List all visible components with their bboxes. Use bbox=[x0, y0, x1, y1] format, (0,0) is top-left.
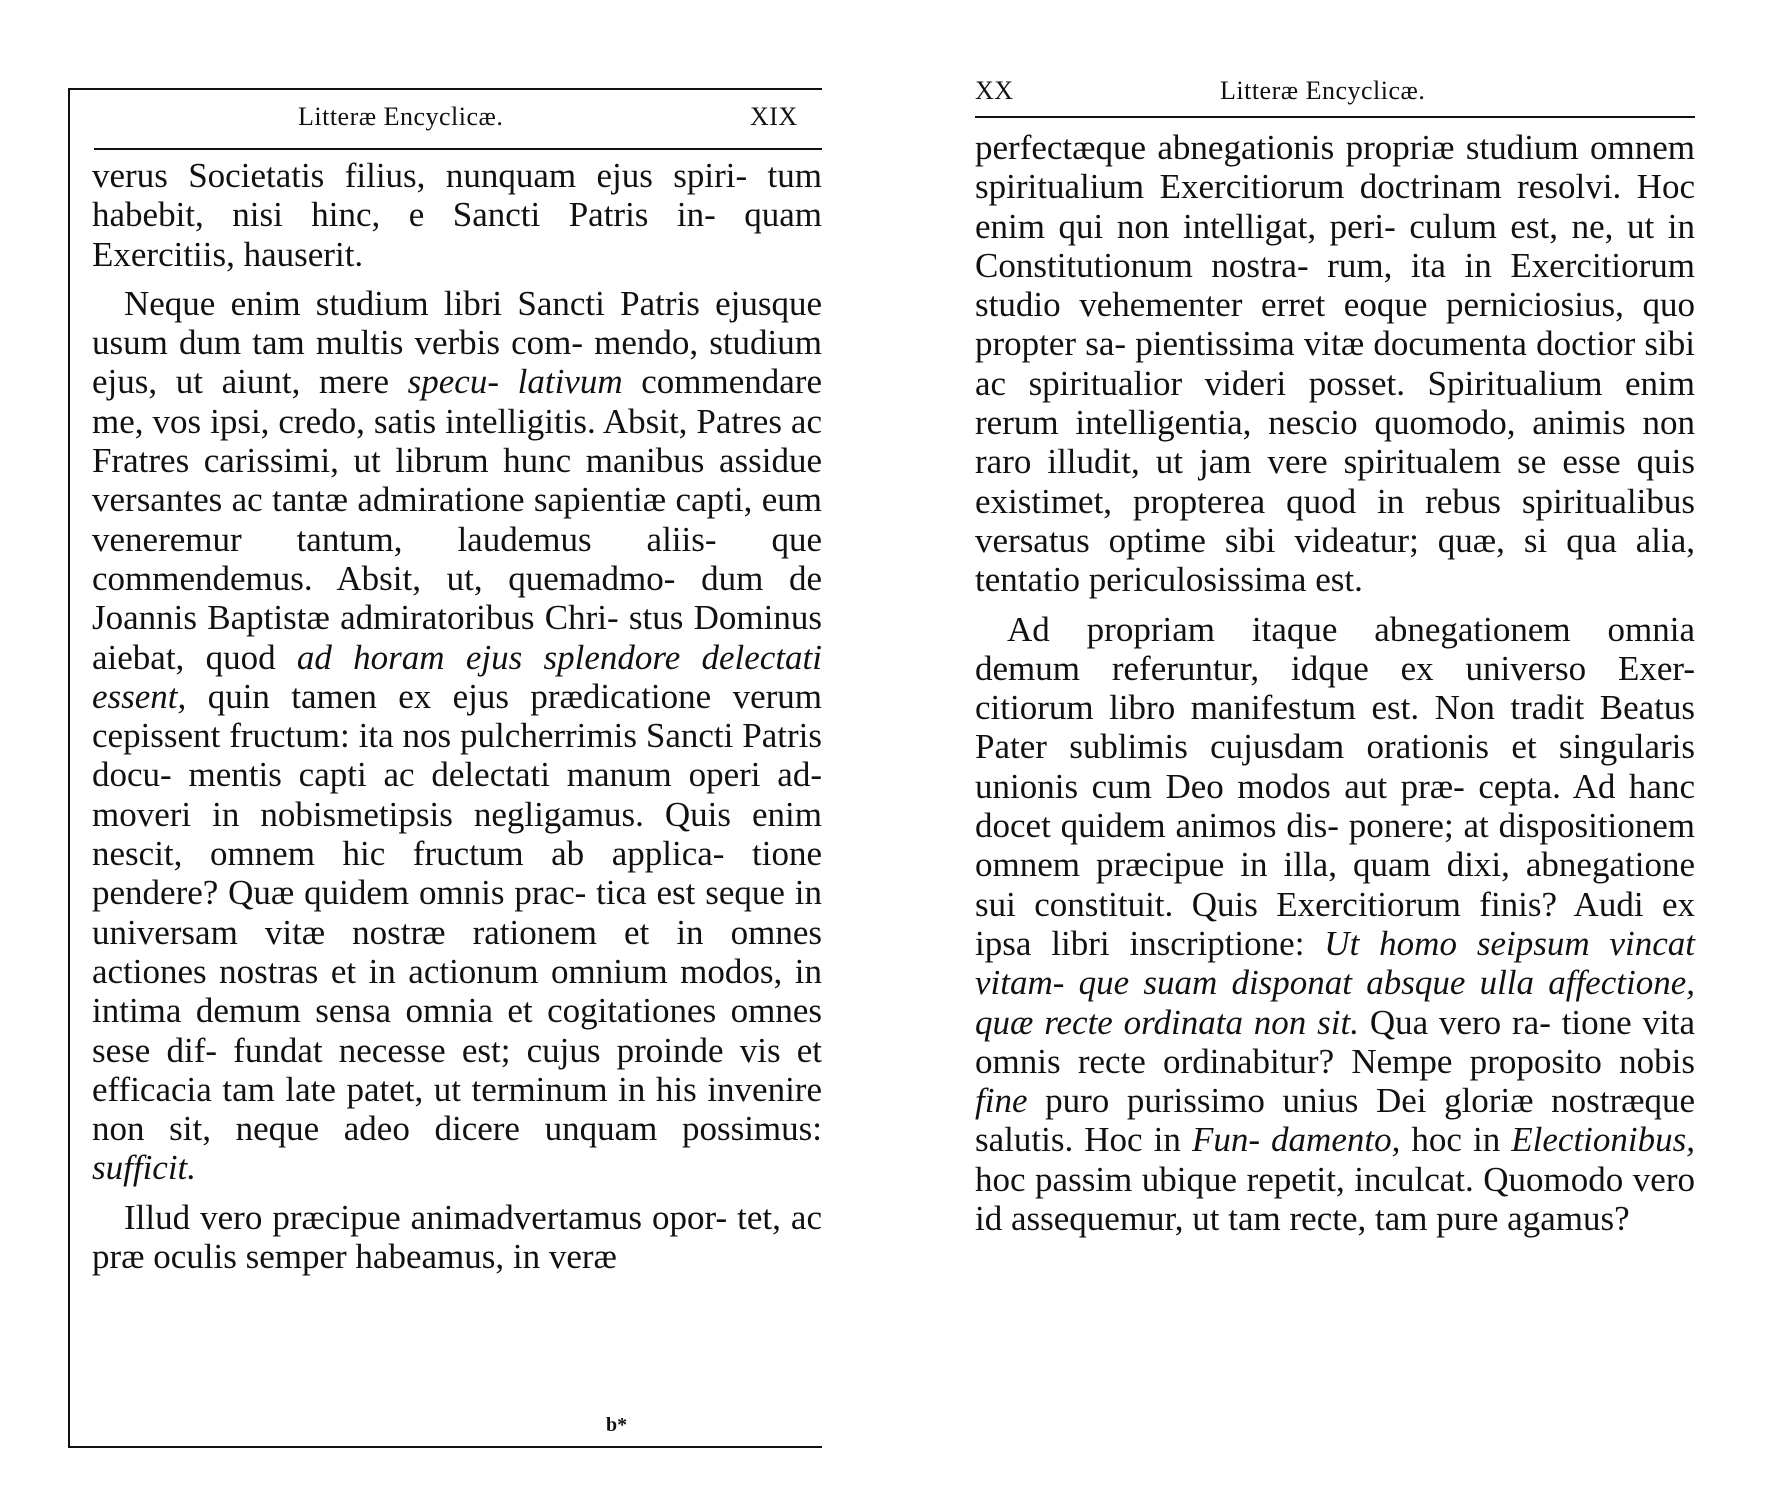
text-run: perfectæque abnegationis propriæ studium omnem spiritualium Exercitiorum doctrinam resolvi. Hoc enim qui non intelligat, peri- culum est, ne, ut in Constitutionum nostra- rum, ita in Exercitiorum studio vehementer erret eoque perniciosius, quo propter sa- pientissima vitæ documenta doctior sibi ac spiritualior videri posset. Spiritualium enim rerum intelligentia, nescio quomodo, animis non raro illudit, ut jam vere spiritualem se esse quis existimet, propterea quod in rebus spiritualibus versatus optime sibi videatur; quæ, si qua alia, tentatio periculosissima est. bbox=[975, 128, 1695, 600]
text-run: hoc passim ubique repetit, inculcat. Quomodo vero id assequemur, ut tam recte, tam pure agamus? bbox=[975, 1159, 1695, 1239]
paragraph bbox=[92, 1198, 822, 1277]
text-run: Ad propriam itaque abnegationem omnia demum referuntur, idque ex universo Exer- citiorum libro manifestum est. Non tradit Beatus Pater sublimis cujusdam orationis et singularis unionis cum Deo modos aut præ- cepta. Ad hanc docet quidem animos dis- ponere; at dispositionem omnem præcipue in illa, quam dixi, abnegatione sui constituit. Quis Exercitiorum finis? Audi ex ipsa libri inscriptione: bbox=[975, 609, 1695, 963]
page-frame-top bbox=[68, 88, 822, 90]
paragraph bbox=[92, 156, 822, 274]
body-text bbox=[92, 156, 822, 1276]
page-frame-bottom bbox=[68, 1446, 822, 1448]
page-number: XX bbox=[975, 76, 1014, 105]
paragraph bbox=[975, 128, 1695, 600]
text-run: quin tamen ex ejus prædicatione verum cepissent fructum: ita nos pulcherrimis Sancti Patris docu- mentis capti ac delectati manum operi ad- moveri in nobismetipsis negligamus. Quis enim nescit, omnem hic fructum ab applica- tione pendere? Quæ quidem omnis prac- tica est seque in universam vitæ nostræ rationem et in omnes actiones nostras et in actionum omnium modos, in intima demum sensa omnia et cogitationes omnes sese dif- fundat necesse est; cujus proinde vis et efficacia tam late patet, ut terminum in his invenire non sit, neque adeo dicere unquam possimus: bbox=[92, 676, 822, 1149]
italic-run: sufficit. bbox=[92, 1148, 197, 1188]
italic-run: specu- lativum bbox=[407, 362, 623, 402]
header-rule bbox=[975, 116, 1695, 118]
left-page bbox=[68, 88, 822, 1448]
running-title: Litteræ Encyclicæ. bbox=[298, 102, 504, 131]
text-run: Illud vero præcipue animadvertamus opor- tet, ac præ oculis semper habeamus, in veræ bbox=[92, 1197, 822, 1277]
text-run: verus Societatis filius, nunquam ejus spiri- tum habebit, nisi hinc, e Sancti Patris in- quam Exercitiis, hauserit. bbox=[92, 156, 822, 274]
text-run: commendare me, vos ipsi, credo, satis intelligitis. Absit, Patres ac Fratres carissimi, ut librum hunc manibus assidue versantes ac tantæ admiratione sapientiæ capti, eum veneremur tantum, laudemus aliis- que commendemus. Absit, ut, quemadmo- dum de Joannis Baptistæ admiratoribus Chri- stus Dominus aiebat, quod bbox=[92, 362, 822, 677]
header-rule bbox=[94, 148, 822, 150]
italic-run: fine bbox=[975, 1081, 1028, 1121]
italic-run: ad horam ejus splendore delectati essent, bbox=[92, 637, 823, 716]
text-run: Neque enim studium libri Sancti Patris ejusque usum dum tam multis verbis com- mendo, studium ejus, ut aiunt, mere bbox=[92, 283, 822, 402]
text-run: puro purissimo unius Dei gloriæ nostræque salutis. Hoc in bbox=[975, 1081, 1695, 1160]
text-run: hoc in bbox=[1400, 1120, 1512, 1160]
body-text bbox=[975, 128, 1695, 1238]
paragraph bbox=[975, 610, 1695, 1239]
page-number: XIX bbox=[750, 102, 798, 131]
signature-mark: b* bbox=[606, 1414, 628, 1436]
italic-run: Electionibus, bbox=[1511, 1120, 1695, 1160]
italic-run: Fun- damento, bbox=[1191, 1120, 1401, 1160]
right-page bbox=[975, 76, 1695, 1388]
text-run: Qua vero ra- tione vita omnis recte ordinabitur? Nempe proposito nobis bbox=[975, 1002, 1695, 1081]
paragraph bbox=[92, 284, 822, 1188]
italic-run: Ut homo seipsum vincat vitam- que suam disponat absque ulla affectione, quæ recte ordinata non sit. bbox=[975, 923, 1695, 1042]
page-frame-left bbox=[68, 88, 70, 1448]
running-title: Litteræ Encyclicæ. bbox=[1220, 76, 1426, 105]
